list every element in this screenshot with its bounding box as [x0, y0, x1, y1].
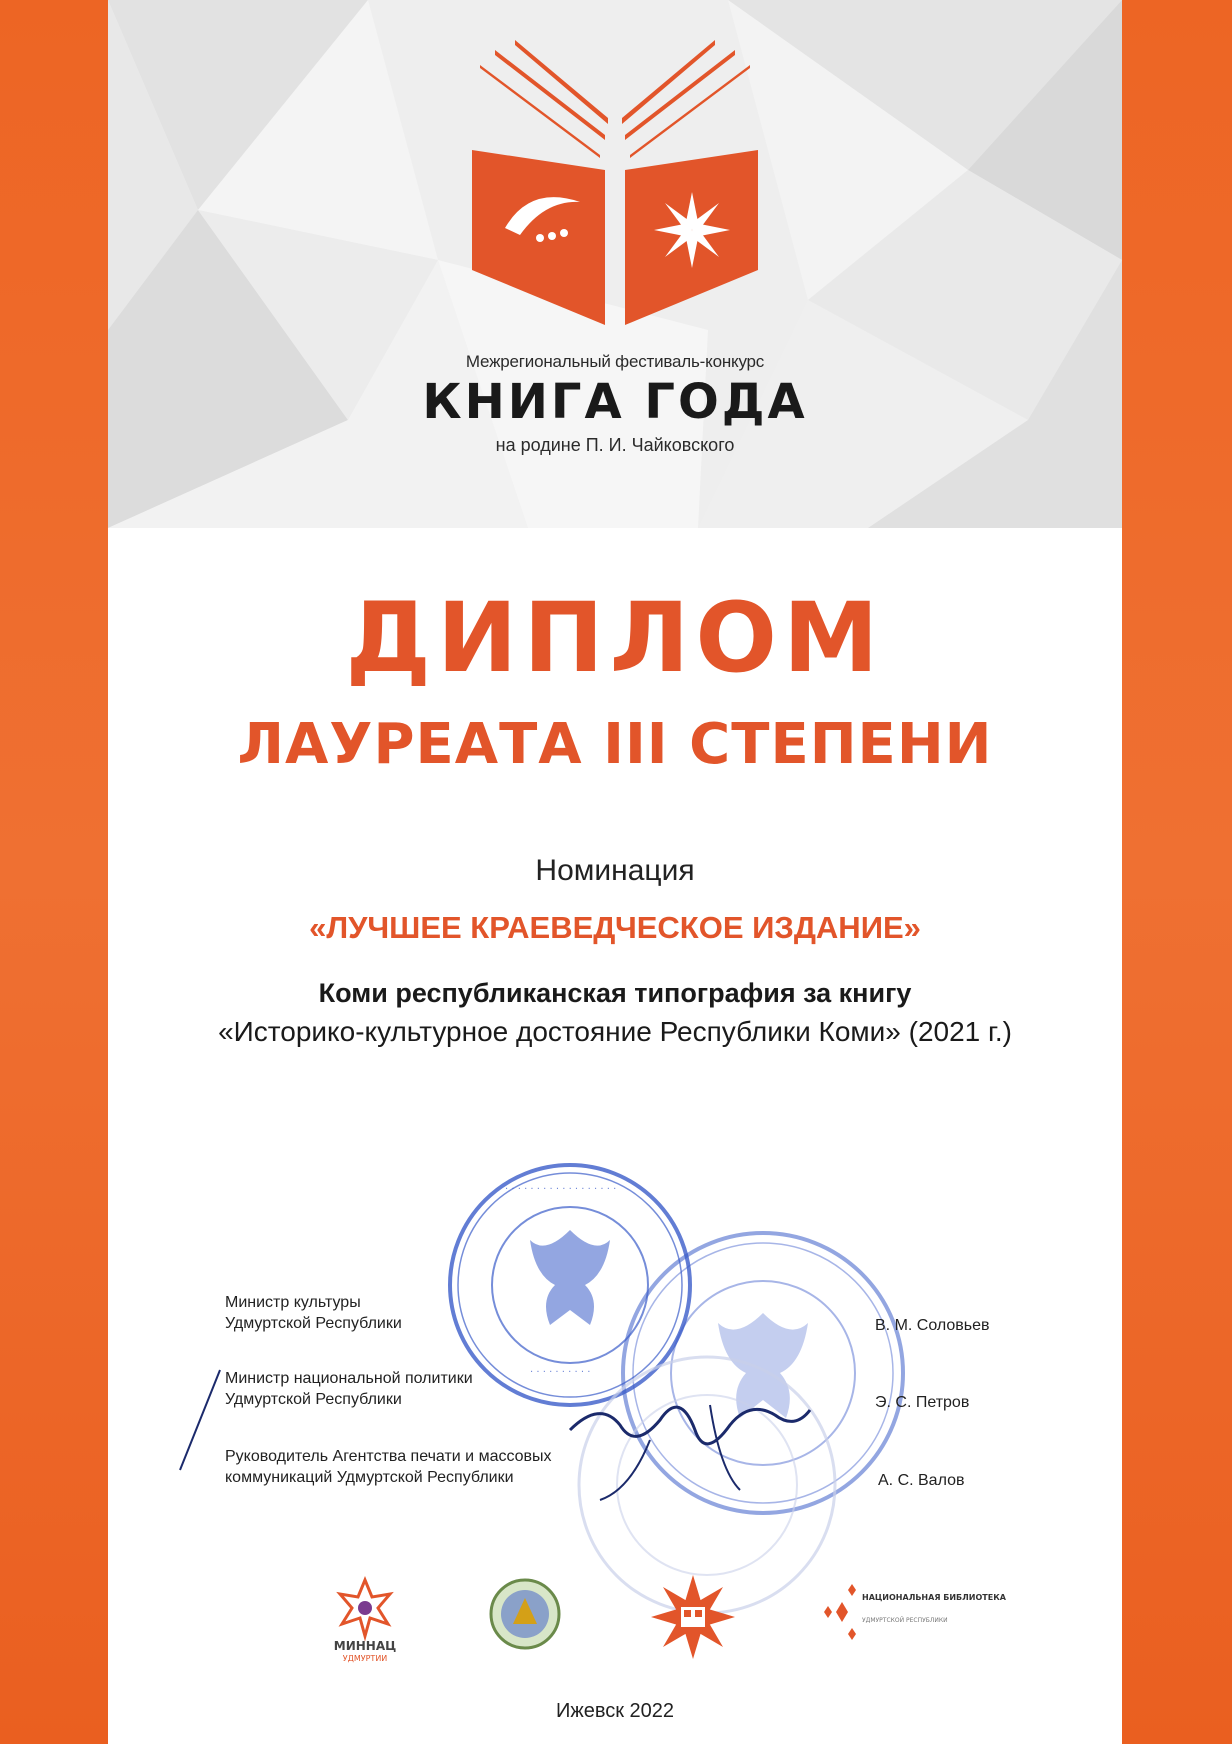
festival-subtitle: Межрегиональный фестиваль-конкурс	[465, 352, 765, 371]
diploma-degree: ЛАУРЕАТА III СТЕПЕНИ	[237, 712, 993, 777]
national-library-logo-text: НАЦИОНАЛЬНАЯ БИБЛИОТЕКА	[862, 1593, 1006, 1602]
minnac-logo-subtext: УДМУРТИИ	[342, 1654, 388, 1663]
city-year: Ижевск 2022	[555, 1700, 675, 1722]
signatory-2-title-line1: Министр национальной политики	[225, 1370, 473, 1387]
signatory-1-title	[225, 1292, 402, 1334]
star-logo	[648, 1572, 738, 1662]
signatory-2-title	[225, 1368, 473, 1410]
emblem-logo	[485, 1572, 565, 1662]
signatory-1-name: В. М. Соловьев	[875, 1317, 990, 1334]
festival-place: на родине П. И. Чайковского	[495, 435, 735, 455]
handwritten-signature	[560, 1370, 820, 1510]
awarded-work: «Историко-культурное достояние Республики Коми» (2021 г.)	[218, 1016, 1012, 1047]
signatory-3-name: А. С. Валов	[878, 1472, 965, 1489]
signatory-3-title-line2: коммуникаций Удмуртской Республики	[225, 1469, 514, 1486]
svg-text:· · · · · · · · · ·: · · · · · · · · · ·	[530, 1367, 591, 1378]
signatory-3-title	[225, 1446, 552, 1488]
minnac-logo-text: МИННАЦ	[333, 1639, 397, 1653]
nomination-label: Номинация	[535, 854, 695, 887]
signatory-2-title-line2: Удмуртской Республики	[225, 1391, 402, 1408]
right-orange-band	[1122, 0, 1232, 1744]
festival-book-logo	[460, 40, 770, 330]
awardee: Коми республиканская типография за книгу	[318, 978, 912, 1008]
festival-title: КНИГА ГОДА	[422, 374, 808, 430]
nomination-name: «ЛУЧШЕЕ КРАЕВЕДЧЕСКОЕ ИЗДАНИЕ»	[309, 910, 921, 945]
diploma-title: ДИПЛОМ	[345, 582, 885, 694]
svg-text:· · · · · · · · · · · · · · ·: · · · · · · · · · · · · · · · · · ·	[505, 1184, 617, 1195]
signatory-3-title-line1: Руководитель Агентства печати и массовых	[225, 1448, 552, 1465]
national-library-logo-subtext: УДМУРТСКОЙ РЕСПУБЛИКИ	[862, 1617, 948, 1624]
national-library-logo	[818, 1572, 1006, 1662]
left-orange-band	[0, 0, 108, 1744]
signatory-2-name: Э. С. Петров	[875, 1394, 970, 1411]
signatory-1-title-line1: Министр культуры	[225, 1294, 361, 1311]
signatory-1-title-line2: Удмуртской Республики	[225, 1315, 402, 1332]
minnac-logo	[320, 1572, 410, 1662]
